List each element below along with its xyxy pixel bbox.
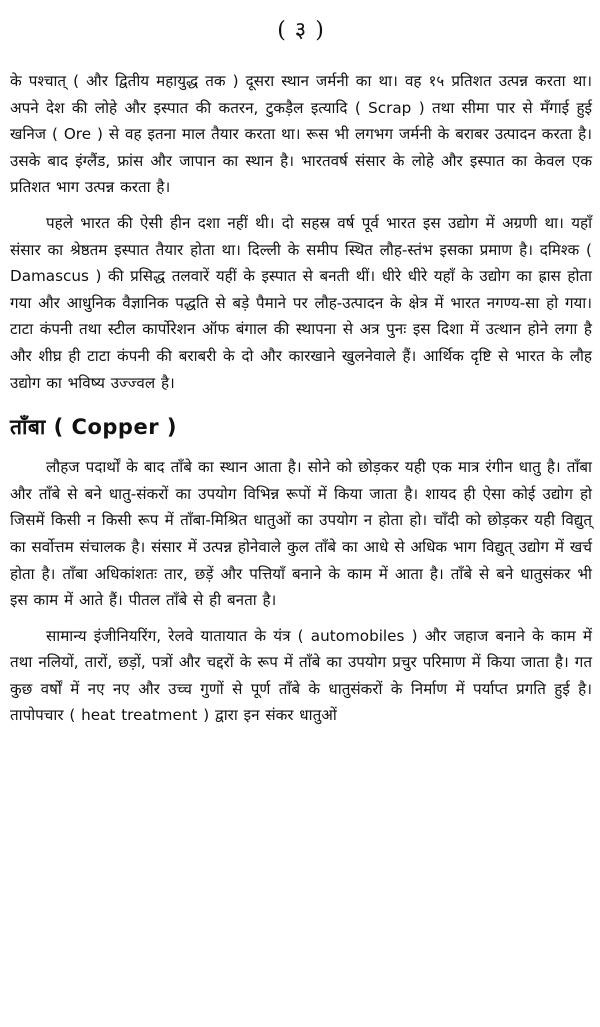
paragraph-india-iron-history: पहले भारत की ऐसी हीन दशा नहीं थी। दो सहस्र वर्ष पूर्व भारत इस उद्योग में अग्रणी था। यहाँ संसार का श्रेष्ठतम इस्पात तैयार होता था। दिल्ली के समीप स्थित लौह-स्तंभ इसका प्रमाण है। दमिश्क ( Damascus ) की प्रसिद्ध तलवारें यहीं के इस्पात से बनती थीं। धीरे धीरे यहाँ के उद्योग का ह्रास होता गया और आधुनिक वैज्ञानिक पद्धति से बड़े पैमाने पर लौह-उत्पादन के क्षेत्र में भारत नगण्य-सा हो गया। टाटा कंपनी तथा स्टील कार्पोरेशन ऑफ बंगाल की स्थापना से अत्र पुनः इस दिशा में उत्थान होने लगा है और शीघ्र ही टाटा कंपनी की बराबरी के दो और कारखाने खुलनेवाले हैं। आर्थिक दृष्टि से भारत के लौह उद्योग का भविष्य उज्ज्वल है। [10,213,592,392]
paragraph-germany-production: के पश्चात् ( और द्वितीय महायुद्ध तक ) दूसरा स्थान जर्मनी का था। वह १५ प्रतिशत उत्पन्न करता था। अपने देश की लोहे और इस्पात की कतरन, टुकड़ैल इत्यादि ( Scrap ) तथा सीमा पार से मँगाई हुई खनिज ( Ore ) से वह इतना माल तैयार करता था। रूस भी लगभग जर्मनी के बराबर उत्पादन करता है। उसके बाद इंग्लैंड, फ्रांस और जापान का स्थान है। भारतवर्ष संसार के लोहे और इस्पात का केवल एक प्रतिशत भाग उत्पन्न करता है। [10,72,592,197]
paragraph-copper-engineering: सामान्य इंजीनियरिंग, रेलवे यातायात के यंत्र ( automobiles ) और जहाज बनाने के काम में तथा नलियों, तारों, छड़ों, पत्रों और चद्दरों के रूप में ताँबे का उपयोग प्रचुर परिमाण में किया जाता है। गत कुछ वर्षों में नए नए और उच्च गुणों से पूर्ण ताँबे के धातुसंकरों के निर्माण में पर्याप्त प्रगति हुई है। तापोपचार ( heat treatment ) द्वारा इन संकर धातुओं [10,626,592,725]
page-number: ( ३ ) [277,18,325,43]
section-heading-copper: ताँबा ( Copper ) [10,415,177,440]
paragraph-copper-uses: लौहज पदार्थों के बाद ताँबे का स्थान आता है। सोने को छोड़कर यही एक मात्र रंगीन धातु है। ताँबा और ताँबे से बने धातु-संकरों का उपयोग विभिन्न रूपों में किया जाता है। शायद ही ऐसा कोई उद्योग हो जिसमें किसी न किसी रूप में ताँबा-मिश्रित धातुओं का उपयोग न होता हो। चाँदी को छोड़कर यही विद्युत् का सर्वोत्तम संचालक है। संसार में उत्पन्न होनेवाले कुल ताँबे का आधे से अधिक भाग विद्युत् उद्योग में खर्च होता है। ताँबा अधिकांशतः तार, छड़ें और पत्तियाँ बनाने के काम में आता है। ताँबे से बने धातुसंकर भी इस काम में आते हैं। पीतल ताँबे से ही बनता है। [10,458,592,610]
